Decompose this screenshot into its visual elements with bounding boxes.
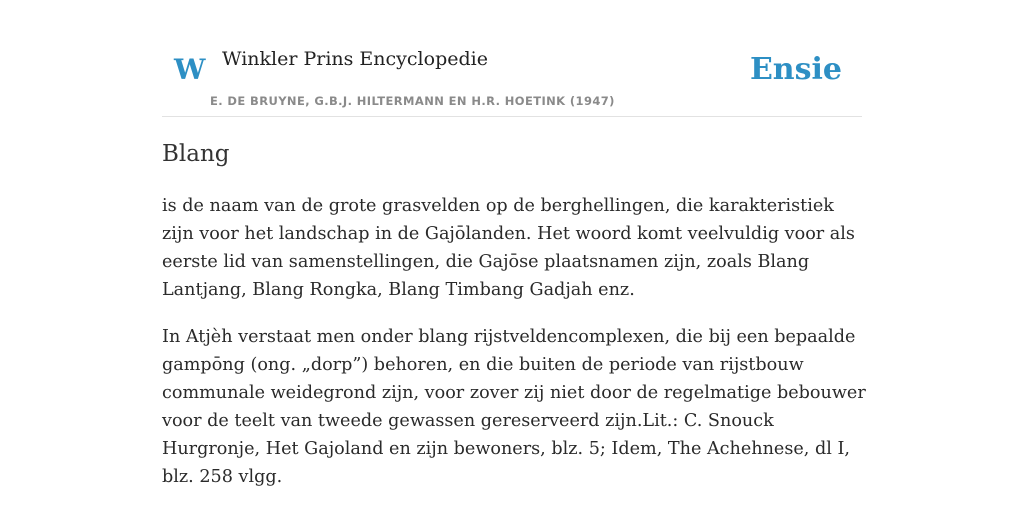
authors-line: E. DE BRUYNE, G.B.J. HILTERMANN EN H.R. HOETINK (1947) xyxy=(210,94,615,108)
entry-paragraph: is de naam van de grote grasvelden op de berghellingen, die karakteristiek zijn voor het landschap in de Gajōlanden. Het woord komt veelvuldig voor als eerste lid van samenstellingen, die Gajōse plaatsnamen zijn, zoals Blang Lantjang, Blang Rongka, Blang Timbang Gadjah enz. xyxy=(162,196,855,300)
winkler-prins-logo[interactable]: W xyxy=(174,53,206,86)
entry-body xyxy=(162,192,868,510)
ensie-logo-link[interactable]: Ensie xyxy=(749,52,842,87)
encyclopedia-title[interactable]: Winkler Prins Encyclopedie xyxy=(222,48,488,70)
entry-paragraph: In Atjèh verstaat men onder blang rijstveldencomplexen, die bij een bepaalde gampōng (ong. „dorp”) behoren, en die buiten de periode van rijstbouw communale weidegrond zijn, voor zover zij niet door de regelmatige bebouwer voor de teelt van tweede gewassen gereserveerd zijn.Lit.: C. Snouck Hurgronje, Het Gajoland en zijn bewoners, blz. 5; Idem, The Achehnese, dl I, blz. 258 vlgg. xyxy=(162,327,866,487)
header xyxy=(162,0,862,117)
entry-title: Blang xyxy=(162,141,230,167)
